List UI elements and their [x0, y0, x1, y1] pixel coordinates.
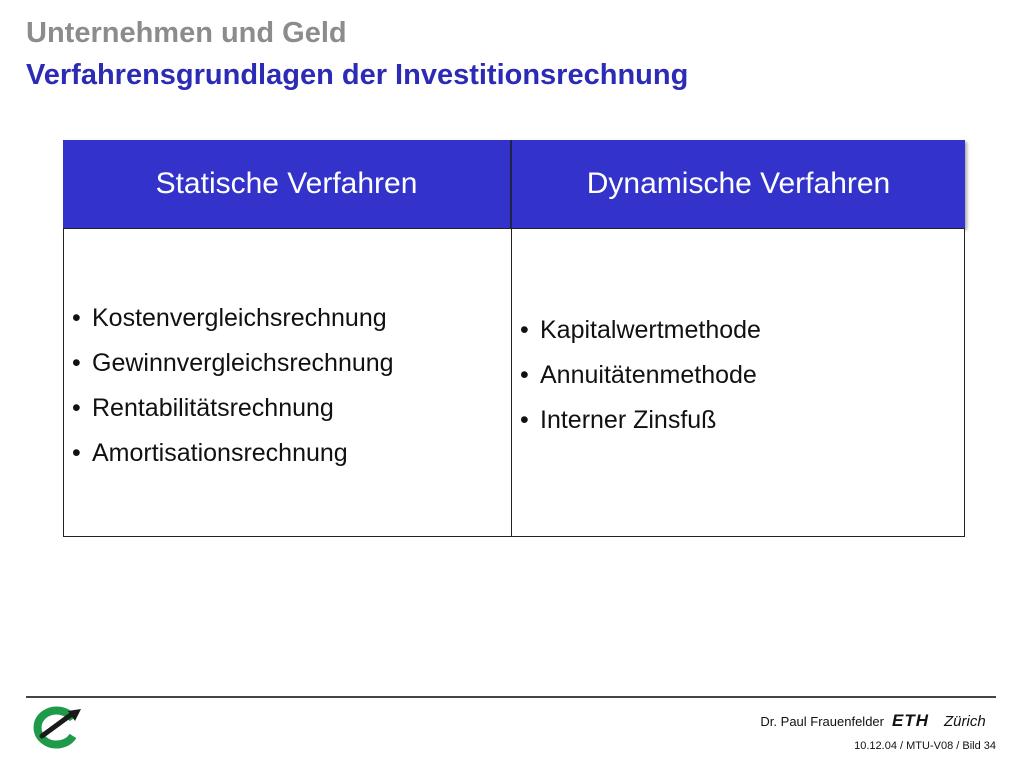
list-item: • Kostenvergleichsrechnung — [72, 296, 394, 341]
slide-reference: 10.12.04 / MTU-V08 / Bild 34 — [854, 740, 996, 752]
list-item: • Gewinnvergleichsrechnung — [72, 341, 394, 386]
static-methods-list — [72, 296, 394, 476]
eth-wordmark: ETH — [892, 711, 929, 730]
dynamic-methods-list — [520, 308, 761, 443]
eth-city: Zürich — [944, 713, 986, 730]
header-static-methods: Statische Verfahren — [155, 167, 418, 200]
slide-subtitle: Verfahrensgrundlagen der Investitionsrechnung — [26, 59, 689, 91]
list-item: • Rentabilitätsrechnung — [72, 386, 394, 431]
list-item: • Interner Zinsfuß — [520, 398, 761, 443]
header-dynamic-methods: Dynamische Verfahren — [586, 167, 891, 200]
list-item: • Kapitalwertmethode — [520, 308, 761, 353]
institute-logo-icon — [28, 703, 84, 751]
footer-author: Dr. Paul Frauenfelder — [760, 714, 884, 729]
footer-divider — [26, 696, 996, 698]
list-item: • Amortisationsrechnung — [72, 431, 394, 476]
slide-title: Unternehmen und Geld — [26, 17, 347, 49]
list-item: • Annuitätenmethode — [520, 353, 761, 398]
